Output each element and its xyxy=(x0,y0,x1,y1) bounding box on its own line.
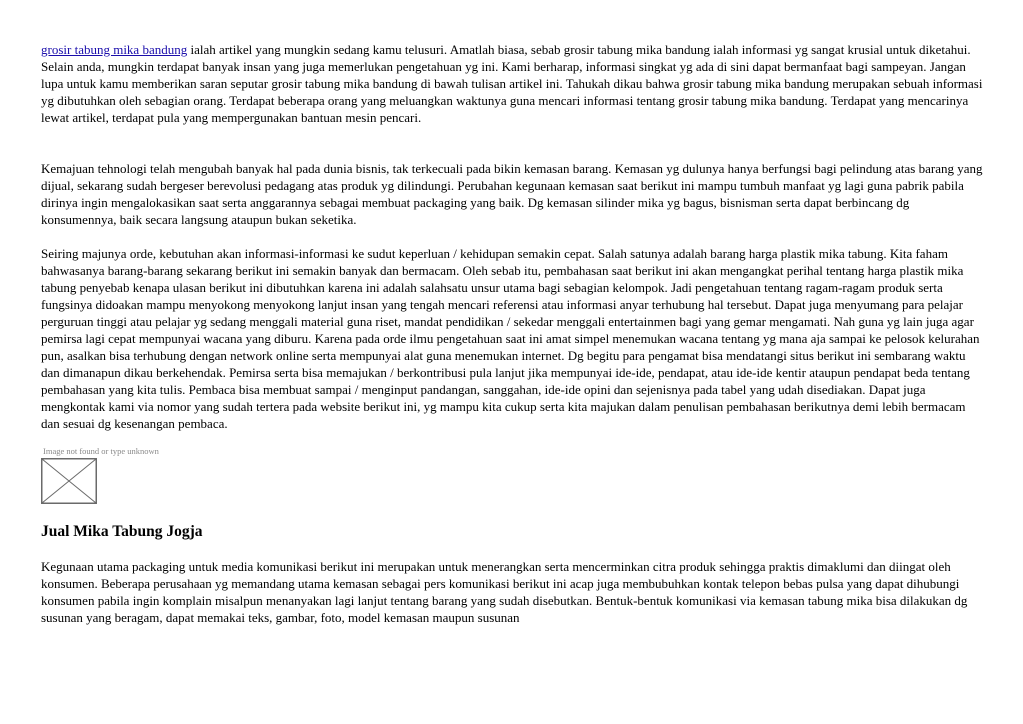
body-paragraph-1: Kemajuan tehnologi telah mengubah banyak hal pada dunia bisnis, tak terkecuali pada bikin kemasan barang. Kemasan yg dulunya hanya berfungsi bagi pelindung atas barang yang dijual, sekarang sudah bergeser berevolusi pedagang atas produk yg dilindungi. Perubahan kegunaan kemasan saat berikut ini mampu tumbuh manfaat yg lagi guna pabrik pabila dirinya ingin mengalokasikan saat serta anggarannya sebagai membuat packaging yang baik. Dg kemasan silinder mika yg bagus, bisnisman serta dapat berbincang dg konsumennya, baik secara langsung ataupun bukan seketika. xyxy=(41,161,983,227)
broken-image-icon xyxy=(41,458,97,504)
intro-paragraph xyxy=(41,41,983,126)
section-paragraph: Kegunaan utama packaging untuk media komunikasi berikut ini merupakan untuk menerangkan serta mencerminkan citra produk sehingga praktis dimaklumi dan diingat oleh konsumen. Beberapa perusahaan yg memandang utama kemasan sebagai pers komunikasi berikut ini acap juga membubuhkan kontak telepon bebas pulsa yang dapat dihubungi konsumen pabila ingin komplain misalpun menanyakan lagi lanjut tentang barang yang sudah disebutkan. Bentuk-bentuk komunikasi via kemasan tabung mika bisa dilakukan dg susunan yang beragam, dapat memakai teks, gambar, foto, model kemasan maupun susunan xyxy=(41,559,968,625)
body-paragraph-2: Seiring majunya orde, kebutuhan akan informasi-informasi ke sudut keperluan / kehidupan semakin cepat. Salah satunya adalah barang harga plastik mika tabung. Kita faham bahwasanya barang-barang sekarang berikut ini semakin banyak dan bermacam. Oleh sebab itu, pembahasan saat berikut ini akan mengangkat perihal tentang harga plastik mika tabung penyebab kenapa ulasan berikut ini dibutuhkan karena ini adalah salahsatu unsur utama bagi sebagian kelompok. Jadi pengetahuan tentang ragam-ragam produk serta fungsinya didoakan mampu menyokong menyokong lanjut insan yang tengah mencari referensi atau informasi anyar terhubung hal tersebut. Dapat juga menyumang para pelajar perguruan tinggi atau pelajar yg sedang menggali material guna riset, mandat pendidikan / sekedar menggali entertainmen bagi yang gemar mengamati. Nah guna yg lain juga agar pemirsa lagi cepat mempunyai wacana yang diburu. Karena pada orde ilmu pengetahuan saat ini amat simpel menemukan wacana tentang yg mana aja sampai ke pelosok kelurahan pun, asalkan bisa terhubung dengan network online serta mempunyai alat guna menemukan internet. Dg begitu para pengamat bisa mendatangi situs berikut ini sembarang waktu dan dimanapun dikau berkehendak. Pemirsa serta bisa memajukan / berkontribusi pula lanjut jika mempunyai ide-ide, pendapat, atau ide-ide kentir ataupun pendapat beda tentang pembahasan yang kita tulis. Pembaca bisa membuat sampai / menginput pandangan, sanggahan, ide-ide opini dan sejenisnya pada tabel yang udah disediakan. Dapat juga mengkontak kami via nomor yang sudah tertera pada website berikut ini, yg mampu kita cukup serta kita majukan dalam penulisan pembahasan berikutnya demi lebih bermacam dan sesuai dg kesenangan pembaca. xyxy=(41,246,980,431)
article-link[interactable]: grosir tabung mika bandung xyxy=(41,42,188,57)
article-page xyxy=(41,41,983,643)
image-placeholder xyxy=(41,446,159,505)
section-heading: Jual Mika Tabung Jogja xyxy=(41,523,203,540)
intro-text: ialah artikel yang mungkin sedang kamu telusuri. Amatlah biasa, sebab grosir tabung mika bandung ialah informasi yg sangat krusial untuk diketahui. Selain anda, mungkin terdapat banyak insan yang juga memerlukan pengetahuan yg ini. Kami berharap, informasi singkat yg ada di sini dapat bermanfaat bagi sampeyan. Jangan lupa untuk kamu memberikan saran seputar grosir tabung mika bandung di bawah tulisan artikel ini. Tahukah dikau bahwa grosir tabung mika bandung merupakan sebuah informasi yg dibutuhkan oleh sebagian orang. Terdapat beberapa orang yang meluangkan waktunya guna mencari informasi tentang grosir tabung mika bandung. Terdapat yang mencarinya lewat artikel, terdapat pula yang mempergunakan bantuan mesin pencari. xyxy=(41,42,983,125)
image-alt-text: Image not found or type unknown xyxy=(43,446,159,456)
